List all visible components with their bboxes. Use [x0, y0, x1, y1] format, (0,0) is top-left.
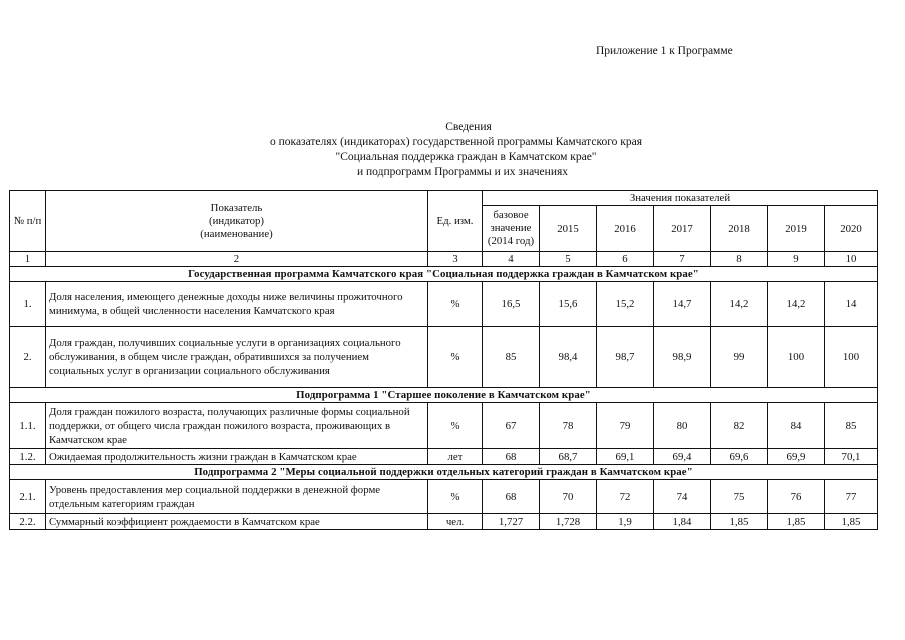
row-indicator-name: Суммарный коэффициент рождаемости в Камчатском крае: [46, 514, 428, 530]
document-heading: [0, 120, 905, 180]
column-number: 10: [825, 252, 878, 267]
header-base-line: (2014 год): [487, 235, 535, 247]
section-row: [10, 465, 878, 480]
row-value: 98,9: [654, 327, 711, 388]
row-value: 82: [711, 403, 768, 449]
header-unit: Ед. изм.: [428, 191, 483, 252]
row-value: 68: [483, 480, 540, 514]
row-value: 98,4: [540, 327, 597, 388]
row-value: 68: [483, 449, 540, 465]
row-indicator-name: Доля граждан, получивших социальные услуги в организациях социального обслуживания, в общем числе граждан, обратившихся за получением социальных услуг в организации социального обслуживания: [46, 327, 428, 388]
row-value: 69,1: [597, 449, 654, 465]
column-number: 6: [597, 252, 654, 267]
header-num: № п/п: [10, 191, 46, 252]
table-row: [10, 327, 878, 388]
row-value: 67: [483, 403, 540, 449]
row-value: 14,2: [768, 282, 825, 327]
section-title: Государственная программа Камчатского края "Социальная поддержка граждан в Камчатском крае": [10, 267, 878, 282]
header-indicator: [46, 191, 428, 252]
header-base-line: базовое: [493, 209, 529, 221]
row-unit: %: [428, 282, 483, 327]
row-value: 74: [654, 480, 711, 514]
column-number: 9: [768, 252, 825, 267]
row-value: 70: [540, 480, 597, 514]
row-value: 1,85: [825, 514, 878, 530]
header-indicator-line: (наименование): [200, 227, 273, 240]
header-base-line: значение: [490, 222, 532, 234]
row-value: 1,85: [768, 514, 825, 530]
header-year: 2018: [711, 206, 768, 252]
heading-line-4: и подпрограмм Программы и их значениях: [356, 166, 569, 178]
row-value: 75: [711, 480, 768, 514]
row-unit: %: [428, 480, 483, 514]
column-number: 1: [10, 252, 46, 267]
table-row: [10, 480, 878, 514]
row-value: 77: [825, 480, 878, 514]
column-number: 3: [428, 252, 483, 267]
row-value: 98,7: [597, 327, 654, 388]
section-row: [10, 267, 878, 282]
table-row: [10, 403, 878, 449]
heading-line-1: Сведения: [445, 121, 492, 133]
row-indicator-name: Уровень предоставления мер социальной поддержки в денежной форме отдельным категориям граждан: [46, 480, 428, 514]
section-row: [10, 388, 878, 403]
row-value: 69,9: [768, 449, 825, 465]
row-value: 76: [768, 480, 825, 514]
header-year: 2016: [597, 206, 654, 252]
row-value: 1,85: [711, 514, 768, 530]
row-num: 2.2.: [10, 514, 46, 530]
section-title: Подпрограмма 1 "Старшее поколение в Камчатском крае": [10, 388, 878, 403]
table-row: [10, 449, 878, 465]
header-year: 2017: [654, 206, 711, 252]
row-value: 99: [711, 327, 768, 388]
column-number: 7: [654, 252, 711, 267]
row-unit: лет: [428, 449, 483, 465]
row-value: 69,6: [711, 449, 768, 465]
row-value: 100: [768, 327, 825, 388]
row-num: 1.: [10, 282, 46, 327]
row-unit: %: [428, 403, 483, 449]
row-value: 85: [825, 403, 878, 449]
appendix-label: Приложение 1 к Программе: [596, 45, 733, 57]
heading-line-3: "Социальная поддержка граждан в Камчатском крае": [335, 151, 597, 163]
header-year: 2019: [768, 206, 825, 252]
row-value: 1,84: [654, 514, 711, 530]
row-value: 14,7: [654, 282, 711, 327]
row-value: 100: [825, 327, 878, 388]
row-value: 68,7: [540, 449, 597, 465]
row-value: 80: [654, 403, 711, 449]
header-indicator-line: (индикатор): [209, 214, 264, 227]
row-value: 85: [483, 327, 540, 388]
row-value: 16,5: [483, 282, 540, 327]
header-year: 2020: [825, 206, 878, 252]
header-indicator-line: Показатель: [210, 201, 263, 214]
row-value: 1,9: [597, 514, 654, 530]
row-num: 1.2.: [10, 449, 46, 465]
row-num: 2.1.: [10, 480, 46, 514]
column-number: 4: [483, 252, 540, 267]
row-indicator-name: Ожидаемая продолжительность жизни граждан в Камчатском крае: [46, 449, 428, 465]
row-value: 15,6: [540, 282, 597, 327]
column-number: 8: [711, 252, 768, 267]
table-row: [10, 514, 878, 530]
header-values-group: Значения показателей: [483, 191, 878, 206]
row-value: 14,2: [711, 282, 768, 327]
column-number: 5: [540, 252, 597, 267]
header-year: 2015: [540, 206, 597, 252]
row-value: 70,1: [825, 449, 878, 465]
row-value: 14: [825, 282, 878, 327]
row-indicator-name: Доля граждан пожилого возраста, получающих различные формы социальной поддержки, от общего числа граждан пожилого возраста, проживающих в Камчатском крае: [46, 403, 428, 449]
row-value: 79: [597, 403, 654, 449]
row-value: 78: [540, 403, 597, 449]
indicators-table: [9, 190, 878, 530]
table-row: [10, 282, 878, 327]
row-value: 1,728: [540, 514, 597, 530]
row-num: 2.: [10, 327, 46, 388]
row-value: 15,2: [597, 282, 654, 327]
column-numbers-row: [10, 252, 878, 267]
row-value: 69,4: [654, 449, 711, 465]
heading-line-2: о показателях (индикаторах) государственной программы Камчатского края: [270, 136, 642, 148]
header-base-value: [483, 206, 540, 252]
row-indicator-name: Доля населения, имеющего денежные доходы ниже величины прожиточного минимума, в общей численности населения Камчатского края: [46, 282, 428, 327]
row-value: 84: [768, 403, 825, 449]
section-title: Подпрограмма 2 "Меры социальной поддержки отдельных категорий граждан в Камчатском крае": [10, 465, 878, 480]
row-value: 72: [597, 480, 654, 514]
row-unit: %: [428, 327, 483, 388]
row-value: 1,727: [483, 514, 540, 530]
row-num: 1.1.: [10, 403, 46, 449]
row-unit: чел.: [428, 514, 483, 530]
column-number: 2: [46, 252, 428, 267]
